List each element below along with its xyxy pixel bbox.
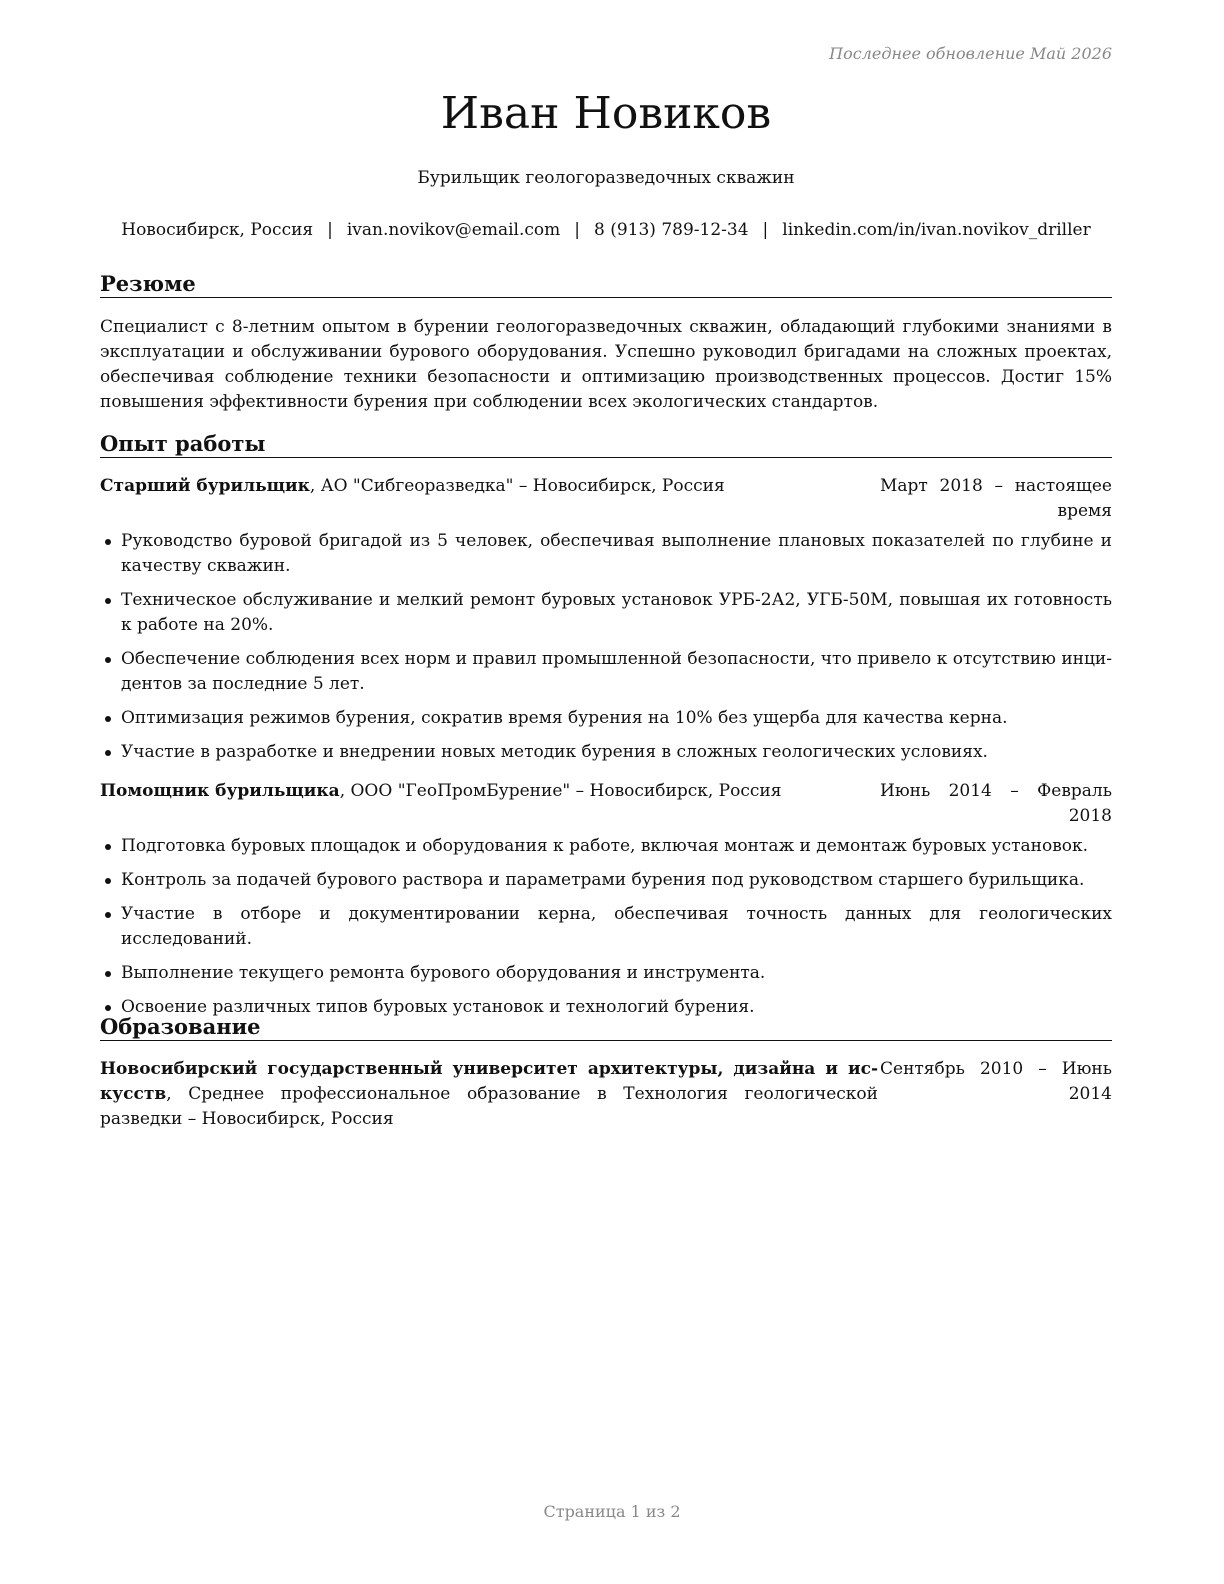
last-updated-date: Последнее обновление Май 2026 [829,44,1112,63]
list-item: Освоение различных типов буровых установок и технологий бурения. [100,995,1112,1020]
contact-separator: | [327,220,333,240]
list-item: Руководство буровой бригадой из 5 человек, обеспечивая выполнение плановых показателей по глубине и качеству скважин. [100,529,1112,579]
list-item: Техническое обслуживание и мелкий ремонт буровых установок УРБ-2А2, УГБ-50М, повышая их готовность к работе на 20%. [100,588,1112,638]
education-heading: Образование [100,1014,1112,1041]
job-dates: Июнь 2014 – Февраль 2018 [880,781,1112,826]
job-company: , ООО "ГеоПромБурение" – Новосибирск, Россия [339,781,782,801]
list-item: Контроль за подачей бурового раствора и параметрами бурения под руководством старшего бурильщика. [100,868,1112,893]
job-dates: Март 2018 – настоящее время [880,476,1112,521]
contact-email[interactable]: ivan.novikov@email.com [346,220,561,240]
resume-page [100,0,1112,1584]
list-item: Участие в отборе и документировании керна, обеспечивая точность данных для геологических исследований. [100,902,1112,952]
summary-text: Специалист с 8-летним опытом в бурении геологоразведочных скважин, обладающий глубокими знаниями в эксплуатации и обслуживании бурового оборудования. Успешно руководил бригадами на сложных проектах, обеспечивая соблюдение техники безопасности и оптимизацию производственных процессов. Достиг 15% повышения эффективности бурения при соблюдении всех экологических стандартов. [100,317,1112,412]
education-details: , Среднее профессиональное образование в Технология геологической разведки – Новосибирск, Россия [100,1084,878,1129]
contact-separator: | [574,220,580,240]
list-item: Участие в разработке и внедрении новых методик бурения в сложных геологических условиях. [100,740,1112,765]
job-bullet-list [100,529,1112,774]
job-company: , АО "Сибгеоразведка" – Новосибирск, Россия [309,476,725,496]
education-institution-line [100,1057,878,1132]
list-item: Обеспечение соблюдения всех норм и правил промышленной безопасности, что привело к отсутствию инцидентов за последние 5 лет. [100,647,1112,697]
contact-linkedin[interactable]: linkedin.com/in/ivan.novikov_driller [782,220,1091,240]
job-position: Помощник бурильщика [100,781,340,801]
job-title-line [100,779,860,804]
job-bullet-list [100,834,1112,1029]
list-item: Выполнение текущего ремонта бурового оборудования и инструмента. [100,961,1112,986]
list-item: Подготовка буровых площадок и оборудования к работе, включая монтаж и демонтаж буровых установок. [100,834,1112,859]
job-title-line [100,474,860,499]
candidate-title: Бурильщик геологоразведочных скважин [417,168,795,188]
contact-separator: | [762,220,769,240]
contact-location: Новосибирск, Россия [121,220,314,240]
experience-heading: Опыт работы [100,431,1112,458]
summary-heading: Резюме [100,271,1112,298]
contact-phone: 8 (913) 789-12-34 [593,220,749,240]
page-number: Страница 1 из 2 [543,1502,681,1521]
education-dates: Сентябрь 2010 – Июнь 2014 [880,1059,1112,1104]
job-position: Старший бурильщик [100,476,310,496]
contact-line [90,220,1122,240]
education-institution: Новосибирский государственный университет архитектуры, дизайна и искусств [100,1059,878,1104]
candidate-name: Иван Новиков [440,88,772,139]
list-item: Оптимизация режимов бурения, сократив время бурения на 10% без ущерба для качества керна. [100,706,1112,731]
